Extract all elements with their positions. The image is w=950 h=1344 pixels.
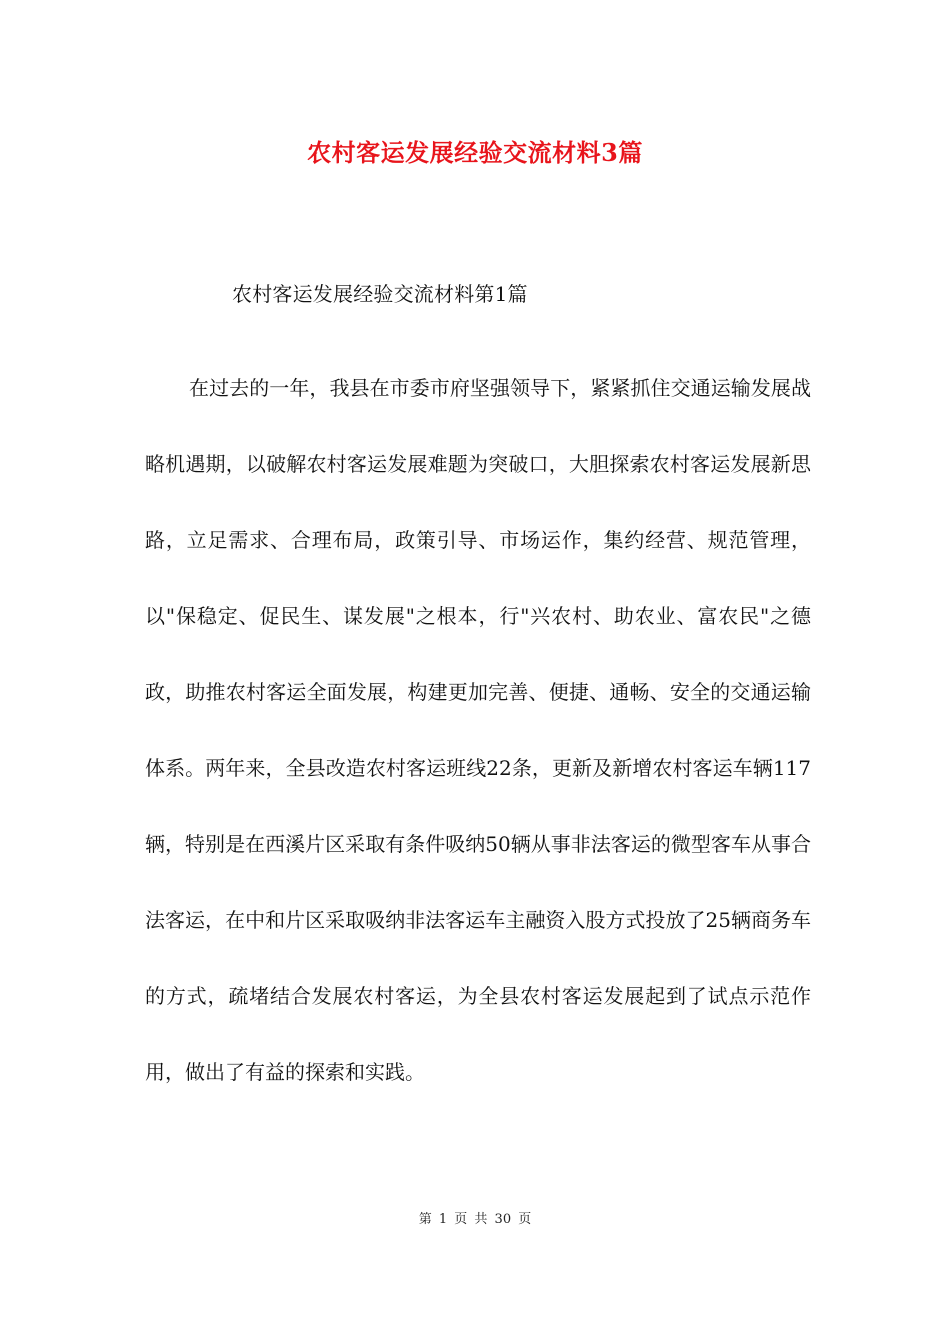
body-paragraph: 在过去的一年，我县在市委市府坚强领导下，紧紧抓住交通运输发展战略机遇期，以破解农村客运发展难题为突破口，大胆探索农村客运发展新思路，立足需求、合理布局，政策引导、市场运作，集约经营、规范管理，以"保稳定、促民生、谋发展"之根本，行"兴农村、助农业、富农民"之德政，助推农村客运全面发展，构建更加完善、便捷、通畅、安全的交通运输体系。两年来，全县改造农村客运班线22条，更新及新增农村客运车辆117辆，特别是在西溪片区采取有条件吸纳50辆从事非法客运的微型客车从事合法客运，在中和片区采取吸纳非法客运车主融资入股方式投放了25辆商务车的方式，疏堵结合发展农村客运，为全县农村客运发展起到了试点示范作用，做出了有益的探索和实践。 xyxy=(145,376,811,1084)
section-heading: 农村客运发展经验交流材料第1篇 xyxy=(232,282,528,306)
page-number-footer: 第 1 页 共 30 页 xyxy=(418,1212,532,1227)
document-title: 农村客运发展经验交流材料3篇 xyxy=(307,138,643,167)
